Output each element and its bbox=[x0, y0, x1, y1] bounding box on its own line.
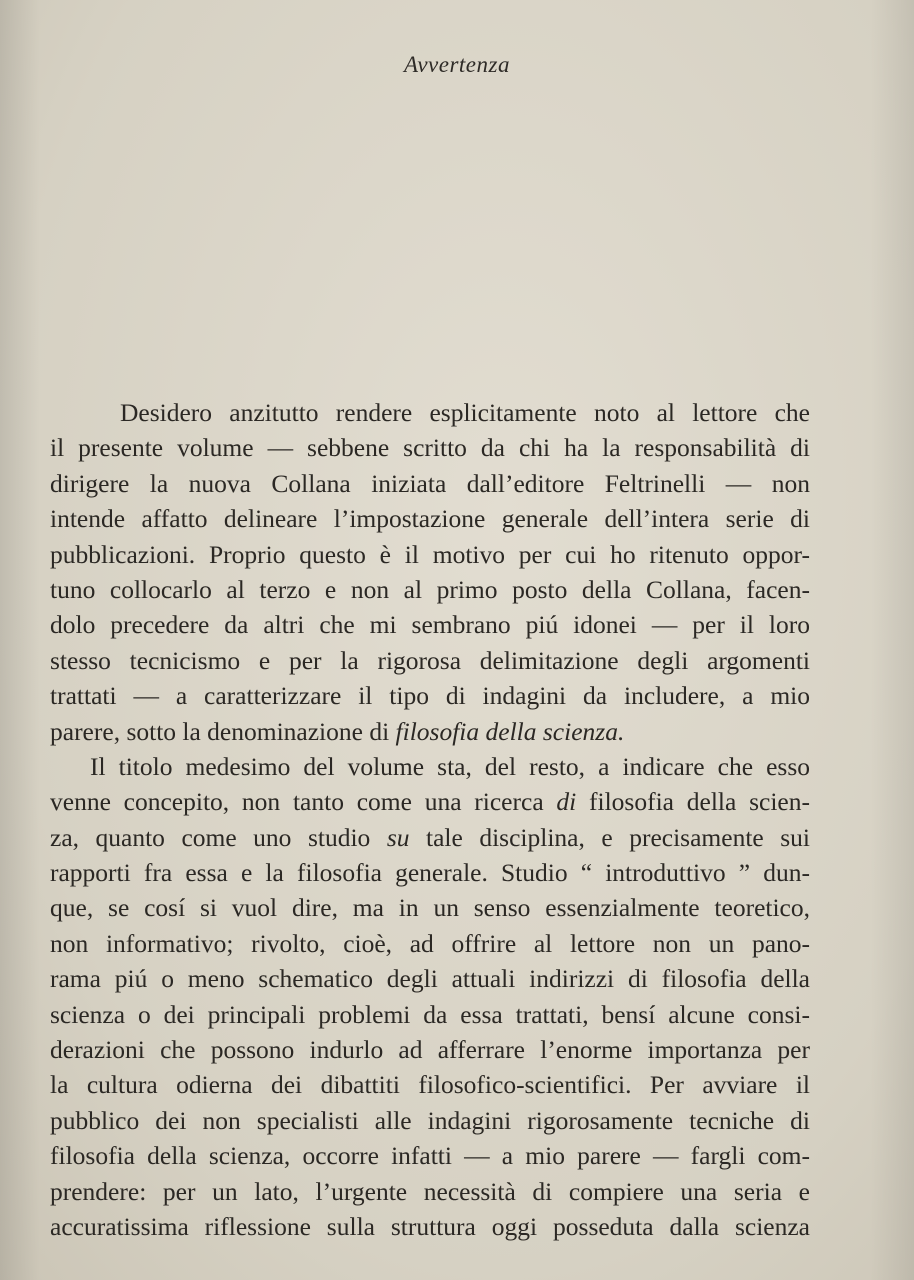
text-line: rama piú o meno schematico degli attuali indirizzi di filosofia della bbox=[50, 964, 810, 994]
text-segment: venne concepito, non tanto come una ricerca bbox=[50, 787, 557, 817]
text-line: que, se cosí si vuol dire, ma in un senso essenzialmente teoretico, bbox=[50, 893, 810, 923]
italic-term: filosofia della scienza. bbox=[395, 716, 625, 746]
text-line: rapporti fra essa e la filosofia generale. Studio “ introduttivo ” dun- bbox=[50, 858, 810, 888]
text-line: trattati — a caratterizzare il tipo di indagini da includere, a mio bbox=[50, 681, 810, 711]
paragraph-1 bbox=[50, 395, 810, 749]
text-line: Il titolo medesimo del volume sta, del resto, a indicare che esso bbox=[90, 751, 810, 781]
paragraph-2 bbox=[50, 749, 810, 1244]
text-line: filosofia della scienza, occorre infatti — a mio parere — fargli com- bbox=[50, 1141, 810, 1171]
italic-term: di bbox=[556, 787, 577, 817]
text-segment: tale disciplina, e precisamente sui bbox=[409, 822, 810, 852]
text-line: derazioni che possono indurlo ad afferrare l’enorme importanza per bbox=[50, 1035, 810, 1065]
text-line: tuno collocarlo al terzo e non al primo posto della Collana, facen- bbox=[50, 574, 810, 604]
text-line: scienza o dei principali problemi da essa trattati, bensí alcune consi- bbox=[50, 999, 810, 1029]
text-line: pubblico dei non specialisti alle indagini rigorosamente tecniche di bbox=[50, 1105, 810, 1135]
body-text bbox=[50, 395, 810, 1244]
page-heading: Avvertenza bbox=[404, 52, 510, 77]
text-line bbox=[50, 714, 810, 749]
text-segment: za, quanto come uno studio bbox=[50, 822, 387, 852]
text-line: intende affatto delineare l’impostazione generale dell’intera serie di bbox=[50, 504, 810, 534]
text-line: Desidero anzitutto rendere esplicitamente noto al lettore che bbox=[120, 398, 810, 427]
text-segment: filosofia della scien- bbox=[576, 787, 810, 817]
text-line: dolo precedere da altri che mi sembrano piú idonei — per il loro bbox=[50, 610, 810, 640]
text-line: il presente volume — sebbene scritto da chi ha la responsabilità di bbox=[50, 433, 810, 463]
text-line bbox=[50, 820, 810, 855]
italic-term: su bbox=[386, 822, 410, 852]
text-line: non informativo; rivolto, cioè, ad offrire al lettore non un pano- bbox=[50, 928, 810, 958]
text-line: pubblicazioni. Proprio questo è il motivo per cui ho ritenuto oppor- bbox=[50, 539, 810, 569]
text-line: dirigere la nuova Collana iniziata dall’editore Feltrinelli — non bbox=[50, 468, 810, 498]
text-line: la cultura odierna dei dibattiti filosofico-scientifici. Per avviare il bbox=[50, 1070, 810, 1100]
text-line: stesso tecnicismo e per la rigorosa delimitazione degli argomenti bbox=[50, 645, 810, 675]
text-line: prendere: per un lato, l’urgente necessità di compiere una seria e bbox=[50, 1176, 810, 1206]
text-line: accuratissima riflessione sulla struttura oggi posseduta dalla scienza bbox=[50, 1211, 810, 1241]
text-segment: parere, sotto la denominazione di bbox=[50, 716, 396, 746]
text-line bbox=[50, 784, 810, 819]
